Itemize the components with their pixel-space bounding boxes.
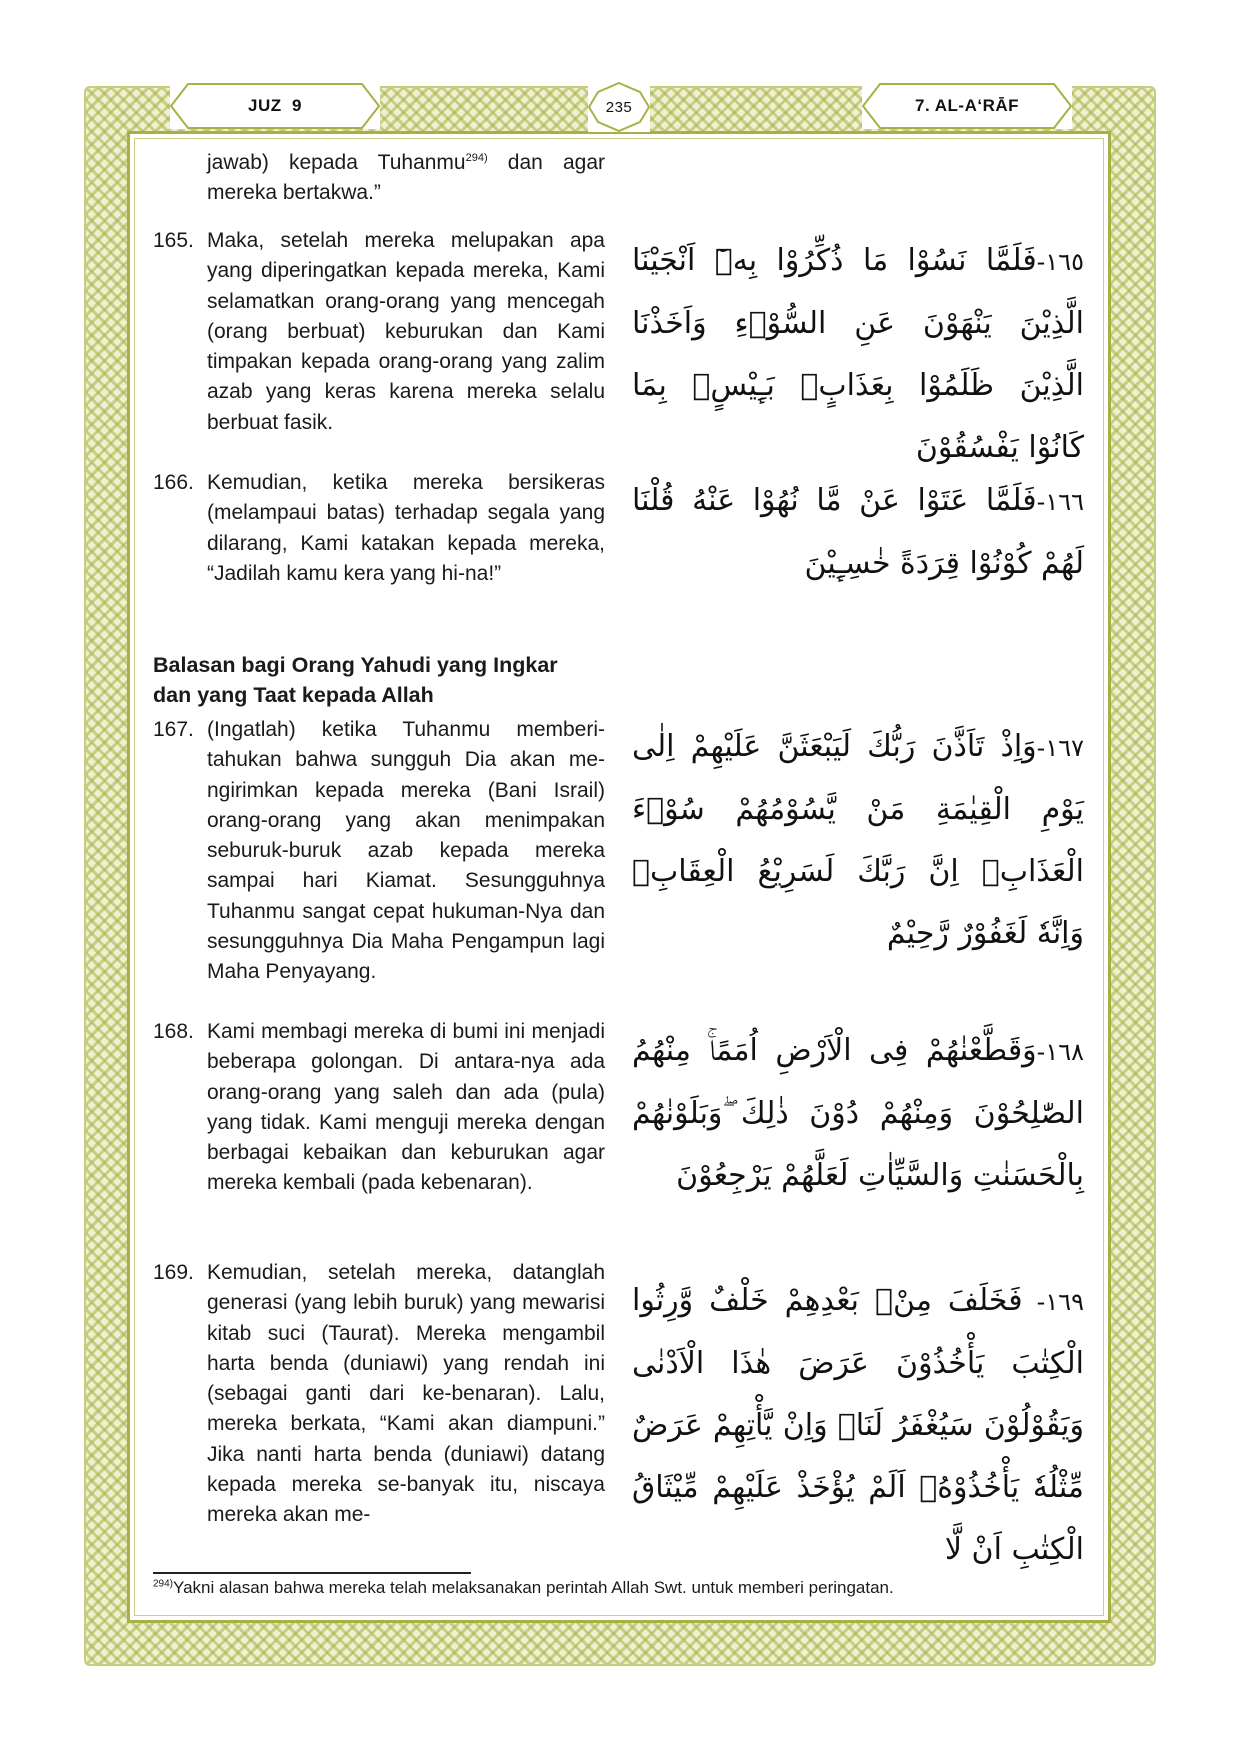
verse-translation-text: Maka, setelah mereka melupakan apa yang diperingatkan kepada mereka, Kami selamatkan orang-orang yang mencegah (orang berbuat) keburukan dan Kami timpakan kepada orang-orang yang zalim azab yang keras karena mereka selalu berbuat fasik. bbox=[207, 229, 605, 434]
footnote-divider bbox=[153, 1572, 471, 1574]
verse-arabic bbox=[632, 1020, 1084, 1207]
surah-label: 7. AL-A‘RĀF bbox=[914, 96, 1020, 115]
verse-translation bbox=[153, 468, 605, 589]
verse-arabic bbox=[632, 716, 1084, 965]
continuation-text-part: jawab) kepada Tuhanmu bbox=[207, 151, 466, 174]
verse-translation-text: Kemudian, ketika mereka bersikeras (melampaui batas) terhadap segala yang dilarang, Kami katakan kepada mereka, “Jadilah kamu kera yang hi-na!” bbox=[207, 471, 605, 585]
continuation-text bbox=[153, 148, 605, 209]
footnote bbox=[153, 1578, 1053, 1598]
verse-arabic bbox=[632, 470, 1084, 595]
verse-arabic bbox=[632, 1270, 1084, 1581]
arabic-verse-number: ١٦٦- bbox=[1036, 488, 1084, 516]
footnote-text: Yakni alasan bahwa mereka telah melaksanakan perintah Allah Swt. untuk memberi peringatan. bbox=[173, 1578, 894, 1597]
juz-label-cartouche bbox=[170, 83, 380, 129]
verse-translation bbox=[153, 1258, 605, 1531]
page-number: 235 bbox=[605, 98, 633, 116]
arabic-verse-number: ١٦٥- bbox=[1036, 248, 1084, 276]
arabic-verse-number: ١٦٨- bbox=[1036, 1038, 1084, 1066]
arabic-text: وَقَطَّعْنٰهُمْ فِى الْاَرْضِ اُمَمًاۚ مِنْهُمُ الصّٰلِحُوْنَ وَمِنْهُمْ دُوْنَ ذٰلِكَ ۖوَبَلَوْنٰهُمْ بِالْحَسَنٰتِ وَالسَّيِّاٰتِ لَعَلَّهُمْ يَرْجِعُوْنَ bbox=[632, 1033, 1084, 1193]
section-heading-line: dan yang Taat kepada Allah bbox=[153, 683, 434, 707]
page-number-cartouche bbox=[588, 82, 650, 132]
verse-number: 169. bbox=[153, 1261, 194, 1284]
arabic-text: فَلَمَّا عَتَوْا عَنْ مَّا نُهُوْا عَنْهُ قُلْنَا لَهُمْ كُوْنُوْا قِرَدَةً خٰسِـِٕيْنَ bbox=[632, 483, 1084, 581]
continuation-body bbox=[207, 148, 605, 209]
arabic-text: فَخَلَفَ مِنْۢ بَعْدِهِمْ خَلْفٌ وَّرِثُوا الْكِتٰبَ يَأْخُذُوْنَ عَرَضَ هٰذَا الْاَدْنٰى وَيَقُوْلُوْنَ سَيُغْفَرُ لَنَاۚ وَاِنْ يَّأْتِهِمْ عَرَضٌ مِّثْلُهٗ يَأْخُذُوْهُۗ اَلَمْ يُؤْخَذْ عَلَيْهِمْ مِّيْثَاقُ الْكِتٰبِ اَنْ لَّا bbox=[632, 1283, 1084, 1567]
section-heading bbox=[153, 650, 613, 710]
arabic-verse-number: ١٦٧- bbox=[1036, 734, 1084, 762]
verse-number: 168. bbox=[153, 1020, 194, 1043]
verse-number: 167. bbox=[153, 718, 194, 741]
juz-label: JUZ 9 bbox=[247, 96, 303, 115]
verse-translation-text: Kami membagi mereka di bumi ini menjadi beberapa golongan. Di antara-nya ada orang-orang yang saleh dan ada (pula) yang tidak. Kami menguji mereka dengan berbagai kebaikan dan keburukan agar mereka kembali (pada kebenaran). bbox=[207, 1020, 605, 1195]
verse-translation bbox=[153, 1017, 605, 1199]
verse-arabic bbox=[632, 230, 1084, 479]
verse-number: 165. bbox=[153, 229, 194, 252]
section-heading-line: Balasan bagi Orang Yahudi yang Ingkar bbox=[153, 653, 558, 677]
footnote-ref[interactable]: 294) bbox=[465, 152, 488, 164]
continuation-text-part: dan agar mereka bertakwa.” bbox=[207, 151, 605, 205]
arabic-verse-number: ١٦٩- bbox=[1022, 1288, 1084, 1316]
verse-translation-text: (Ingatlah) ketika Tuhanmu memberi-tahukan bahwa sungguh Dia akan me-ngirimkan kepada mereka (Bani Israil) orang-orang yang akan menimpakan seburuk-buruk azab kepada mereka sampai hari Kiamat. Sesungguhnya Tuhanmu sangat cepat hukuman-Nya dan sesungguhnya Dia Maha Pengampun lagi Maha Penyayang. bbox=[207, 718, 605, 984]
verse-translation bbox=[153, 715, 605, 988]
surah-label-cartouche bbox=[862, 83, 1072, 129]
footnote-number: 294) bbox=[153, 1578, 174, 1590]
verse-translation bbox=[153, 226, 605, 438]
verse-translation-text: Kemudian, setelah mereka, datanglah generasi (yang lebih buruk) yang mewarisi kitab suci (Taurat). Mereka mengambil harta benda (duniawi) yang rendah ini (sebagai ganti dari ke-benaran). Lalu, mereka berkata, “Kami akan diampuni.” Jika nanti harta benda (duniawi) datang kepada mereka se-banyak itu, niscaya mereka akan me- bbox=[207, 1261, 605, 1527]
arabic-text: فَلَمَّا نَسُوْا مَا ذُكِّرُوْا بِهٖٓ اَنْجَيْنَا الَّذِيْنَ يَنْهَوْنَ عَنِ السُّوْۤءِ وَاَخَذْنَا الَّذِيْنَ ظَلَمُوْا بِعَذَابٍۢ بَـِٕيْسٍۢ بِمَا كَانُوْا يَفْسُقُوْنَ bbox=[632, 243, 1084, 465]
verse-number: 166. bbox=[153, 471, 194, 494]
arabic-text: وَاِذْ تَاَذَّنَ رَبُّكَ لَيَبْعَثَنَّ عَلَيْهِمْ اِلٰى يَوْمِ الْقِيٰمَةِ مَنْ يَّسُوْمُهُمْ سُوْۤءَ الْعَذَابِۗ اِنَّ رَبَّكَ لَسَرِيْعُ الْعِقَابِۖ وَاِنَّهٗ لَغَفُوْرٌ رَّحِيْمٌ bbox=[632, 729, 1084, 951]
